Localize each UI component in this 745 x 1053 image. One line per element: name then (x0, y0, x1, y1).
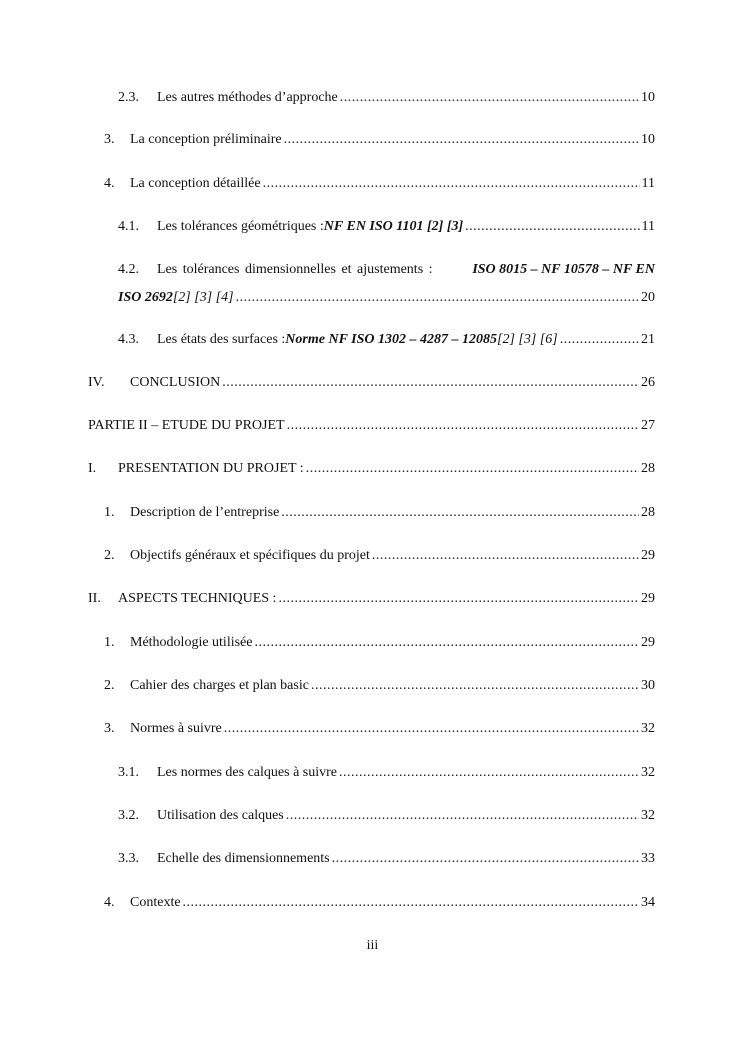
entry-title: Les états des surfaces : (157, 332, 286, 347)
leader-dots (263, 175, 640, 193)
entry-standard: ISO 8015 – NF 10578 – NF EN (472, 262, 655, 277)
entry-page: 32 (641, 765, 655, 780)
entry-page: 10 (641, 90, 655, 105)
entry-title: Contexte (130, 895, 181, 910)
toc-entry[interactable] (88, 590, 655, 608)
entry-page: 11 (641, 219, 655, 234)
entry-page: 33 (641, 851, 655, 866)
entry-page: 21 (641, 332, 655, 347)
leader-dots (224, 720, 639, 738)
entry-number: 1. (104, 635, 115, 650)
toc-entry[interactable] (118, 218, 655, 236)
entry-number: 3.3. (118, 851, 139, 866)
entry-page: 32 (641, 808, 655, 823)
entry-number: 4.2. (118, 262, 139, 277)
entry-page: 29 (641, 591, 655, 606)
leader-dots (372, 547, 639, 565)
leader-dots (236, 289, 639, 307)
toc-entry[interactable] (88, 374, 655, 392)
entry-title: Cahier des charges et plan basic (130, 678, 309, 693)
entry-title: Les normes des calques à suivre (157, 765, 337, 780)
toc-entry[interactable] (88, 460, 655, 478)
entry-number: 4. (104, 895, 115, 910)
page-number: iii (366, 938, 379, 953)
leader-dots (183, 894, 639, 912)
entry-number: IV. (88, 375, 105, 390)
entry-number: 3. (104, 721, 115, 736)
leader-dots (287, 417, 639, 435)
toc-entry[interactable] (118, 261, 655, 279)
toc-entry[interactable] (118, 850, 655, 868)
entry-standard: NF EN ISO 1101 [2] [3] (323, 219, 464, 234)
leader-dots (560, 331, 639, 349)
entry-number: 4.3. (118, 332, 139, 347)
entry-number: 3.1. (118, 765, 139, 780)
toc-entry[interactable] (88, 417, 655, 435)
entry-page: 29 (641, 548, 655, 563)
entry-title: Les tolérances géométriques : (157, 219, 324, 234)
entry-title: La conception détaillée (130, 176, 261, 191)
leader-dots (254, 634, 639, 652)
entry-number: 2.3. (118, 90, 139, 105)
entry-page: 28 (641, 461, 655, 476)
leader-dots (286, 807, 639, 825)
entry-title: Méthodologie utilisée (130, 635, 253, 650)
leader-dots (340, 89, 639, 107)
toc-entry[interactable] (104, 720, 655, 738)
toc-entry-continued[interactable] (118, 289, 655, 307)
entry-page: 29 (641, 635, 655, 650)
entry-title: PARTIE II – ETUDE DU PROJET (88, 418, 285, 433)
toc-entry[interactable] (104, 504, 655, 522)
entry-title: PRESENTATION DU PROJET : (118, 461, 304, 476)
toc-entry[interactable] (104, 131, 655, 149)
entry-title: Utilisation des calques (157, 808, 284, 823)
entry-page: 30 (641, 678, 655, 693)
toc-entry[interactable] (104, 175, 655, 193)
leader-dots (311, 677, 639, 695)
entry-page: 32 (641, 721, 655, 736)
leader-dots (278, 590, 639, 608)
entry-title: Les autres méthodes d’approche (157, 90, 338, 105)
entry-title: CONCLUSION (130, 375, 221, 390)
entry-number: 3.2. (118, 808, 139, 823)
entry-refs: [2] [3] [6] (497, 332, 558, 347)
entry-standard: Norme NF ISO 1302 – 4287 – 12085 (285, 332, 497, 347)
entry-number: 2. (104, 548, 115, 563)
toc-entry[interactable] (104, 677, 655, 695)
leader-dots (306, 460, 639, 478)
toc-entry[interactable] (118, 807, 655, 825)
entry-page: 10 (641, 132, 655, 147)
leader-dots (465, 218, 639, 236)
leader-dots (339, 764, 639, 782)
entry-title: Objectifs généraux et spécifiques du projet (130, 548, 370, 563)
entry-title: Normes à suivre (130, 721, 222, 736)
entry-refs: [2] [3] [4] (172, 290, 234, 305)
toc-entry[interactable] (104, 547, 655, 565)
entry-page: 20 (641, 290, 655, 305)
entry-page: 26 (641, 375, 655, 390)
entry-standard: ISO 2692 (118, 290, 173, 305)
entry-number: 2. (104, 678, 115, 693)
entry-number: I. (88, 461, 97, 476)
leader-dots (222, 374, 639, 392)
entry-page: 11 (641, 176, 655, 191)
entry-title: ASPECTS TECHNIQUES : (118, 591, 277, 606)
toc-entry[interactable] (118, 764, 655, 782)
leader-dots (281, 504, 639, 522)
entry-title: La conception préliminaire (130, 132, 282, 147)
entry-title: Echelle des dimensionnements (157, 851, 330, 866)
entry-title: Description de l’entreprise (130, 505, 280, 520)
leader-dots (284, 131, 639, 149)
toc-entry[interactable] (104, 634, 655, 652)
entry-page: 28 (641, 505, 655, 520)
entry-number: 4. (104, 176, 115, 191)
leader-dots (332, 850, 639, 868)
entry-page: 34 (641, 895, 655, 910)
entry-number: 4.1. (118, 219, 139, 234)
entry-number: 3. (104, 132, 115, 147)
entry-number: 1. (104, 505, 115, 520)
entry-title: Les tolérances dimensionnelles et ajustements : (157, 262, 433, 277)
entry-number: II. (88, 591, 101, 606)
toc-entry[interactable] (118, 89, 655, 107)
toc-entry[interactable] (104, 894, 655, 912)
entry-page: 27 (641, 418, 655, 433)
toc-entry[interactable] (118, 331, 655, 349)
